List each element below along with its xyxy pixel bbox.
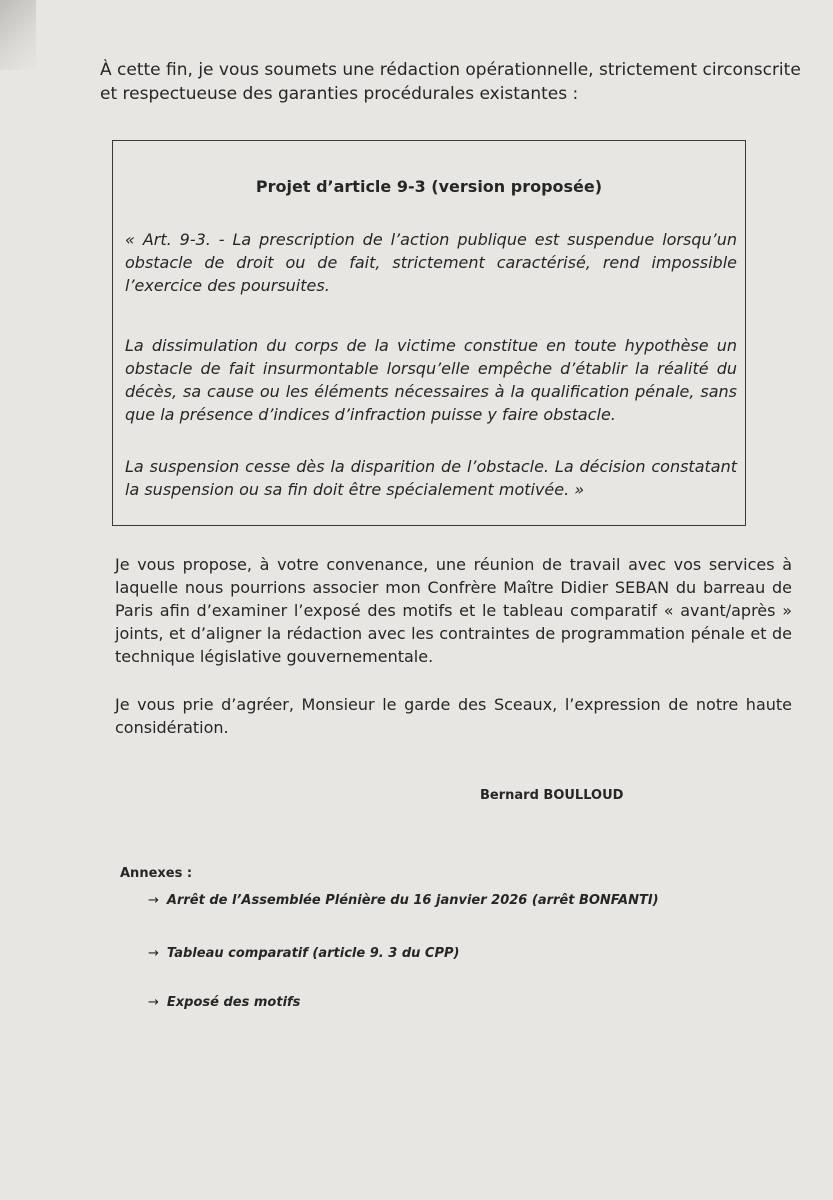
- annex-item: [148, 995, 300, 1010]
- intro-paragraph: À cette fin, je vous soumets une rédaction opérationnelle, strictement circonscrite et respectueuse des garanties procédurales existantes :: [100, 60, 801, 104]
- annex-item-label: Exposé des motifs: [166, 995, 301, 1010]
- arrow-right-icon: →: [148, 995, 159, 1010]
- signature: Bernard BOULLOUD: [480, 788, 624, 803]
- closing-paragraph: Je vous prie d’agréer, Monsieur le garde des Sceaux, l’expression de notre haute considération.: [115, 695, 792, 737]
- annex-item: [148, 893, 659, 908]
- proposed-article-box: [112, 140, 746, 526]
- annex-item-label: Tableau comparatif (article 9. 3 du CPP): [166, 946, 460, 961]
- annexes-label: Annexes :: [120, 866, 193, 881]
- page-corner-shadow: [0, 0, 36, 70]
- article-paragraph: « Art. 9-3. - La prescription de l’action publique est suspendue lorsqu’un obstacle de droit ou de fait, strictement caractérisé, rend impossible l’exercice des poursuites.: [125, 230, 737, 295]
- meeting-proposal-paragraph: Je vous propose, à votre convenance, une réunion de travail avec vos services à laquelle nous pourrions associer mon Confrère Maître Didier SEBAN du barreau de Paris afin d’examiner l’exposé des motifs et le tableau comparatif « avant/après » joints, et d’aligner la rédaction avec les contraintes de programmation pénale et de technique législative gouvernementale.: [115, 555, 792, 666]
- article-paragraph: La dissimulation du corps de la victime constitue en toute hypothèse un obstacle de fait insurmontable lorsqu’elle empêche d’établir la réalité du décès, sa cause ou les éléments nécessaires à la qualification pénale, sans que la présence d’indices d’infraction puisse y faire obstacle.: [125, 336, 737, 424]
- proposed-article-title: Projet d’article 9-3 (version proposée): [255, 177, 603, 196]
- arrow-right-icon: →: [148, 946, 159, 961]
- article-paragraph: La suspension cesse dès la disparition de l’obstacle. La décision constatant la suspension ou sa fin doit être spécialement motivée. »: [125, 457, 737, 499]
- annex-item: [148, 946, 459, 961]
- arrow-right-icon: →: [148, 893, 159, 908]
- annex-item-label: Arrêt de l’Assemblée Plénière du 16 janvier 2026 (arrêt BONFANTI): [166, 893, 659, 908]
